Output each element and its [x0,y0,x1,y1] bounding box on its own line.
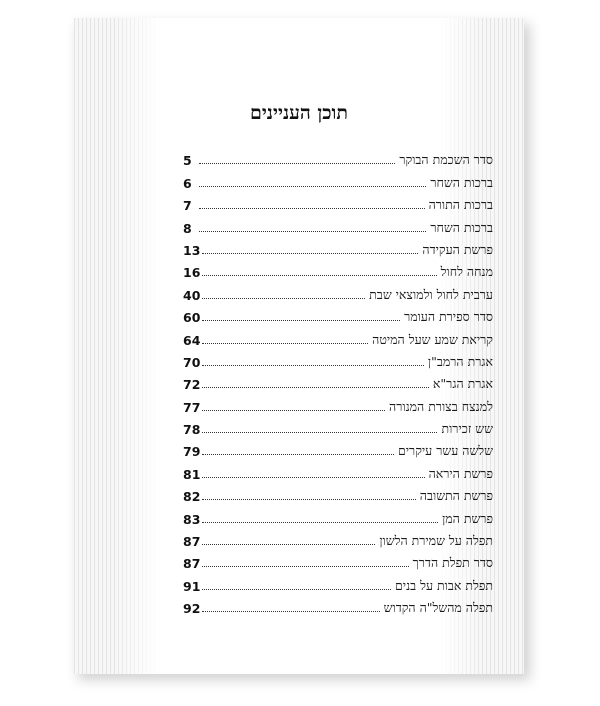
toc-entry-page-number: 40 [183,287,201,303]
book-page [74,18,524,674]
toc-entry [183,236,493,258]
toc-entry-label: ברכות התורה [428,197,493,213]
toc-entry [183,191,493,213]
toc-entry [183,213,493,235]
toc-entry-page-number: 16 [183,265,201,281]
toc-entry-page-number: 82 [183,489,201,505]
toc-entry-page-number: 83 [183,511,201,527]
toc-entry [183,280,493,302]
toc-entry-label: סדר תפלת הדרך [412,555,493,571]
toc-dot-leader [202,499,415,500]
toc-entry-page-number: 91 [183,578,201,594]
toc-title: תוכן העניינים [249,102,349,124]
toc-entry [183,348,493,370]
toc-entry-label: פרשת העקידה [422,241,493,257]
toc-entry [183,392,493,414]
toc-dot-leader [202,544,375,545]
toc-entry [183,504,493,526]
toc-dot-leader [202,432,437,433]
toc-entry-label: פרשת היראה [428,465,493,481]
toc-dot-leader [202,253,418,254]
toc-entry-page-number: 5 [183,153,192,169]
toc-entry-page-number: 6 [183,175,192,191]
toc-entry-label: אגרת הגר"א [432,376,493,392]
toc-entry [183,571,493,593]
toc-entry-page-number: 78 [183,422,201,438]
toc-entry [183,482,493,504]
toc-entry-label: פרשת המן [442,510,493,526]
page-content-area [114,18,493,674]
toc-entry-page-number: 81 [183,466,201,482]
toc-dot-leader [202,454,394,455]
toc-dot-leader [202,343,368,344]
toc-dot-leader [202,410,385,411]
toc-entry-page-number: 87 [183,534,201,550]
toc-dot-leader [202,566,408,567]
toc-entry [183,258,493,280]
toc-dot-leader [202,477,424,478]
toc-entry-label: מנחה לחול [440,264,493,280]
toc-entry [183,325,493,347]
toc-list [183,146,493,616]
toc-entry [183,594,493,616]
toc-entry [183,415,493,437]
toc-dot-leader [199,186,426,187]
toc-entry-page-number: 72 [183,377,201,393]
toc-entry-page-number: 92 [183,601,201,617]
toc-entry-label: ברכות השחר [430,219,493,235]
toc-entry-page-number: 70 [183,354,201,370]
toc-entry [183,549,493,571]
toc-entry-label: שלשה עשר עיקרים [397,443,493,459]
toc-entry-page-number: 64 [183,332,201,348]
toc-entry-label: למנצח בצורת המנורה [389,398,493,414]
toc-entry-label: ערבית לחול ולמוצאי שבת [369,286,493,302]
toc-entry [183,437,493,459]
toc-dot-leader [199,208,425,209]
toc-dot-leader [202,365,424,366]
toc-dot-leader [202,522,438,523]
toc-entry-label: סדר ספירת העומר [404,309,493,325]
toc-entry-page-number: 77 [183,399,201,415]
toc-entry-label: שש זכירות [441,421,493,437]
toc-entry [183,146,493,168]
toc-entry-page-number: 7 [183,198,192,214]
toc-entry [183,459,493,481]
toc-entry-label: אגרת הרמב"ן [427,353,493,369]
toc-entry-label: קריאת שמע שעל המיטה [372,331,493,347]
toc-entry-page-number: 60 [183,310,201,326]
toc-entry-label: ברכות השחר [430,174,493,190]
toc-dot-leader [202,275,436,276]
toc-entry-label: סדר השכמת הבוקר [399,152,493,168]
toc-dot-leader [202,298,365,299]
toc-dot-leader [202,320,400,321]
toc-entry-page-number: 79 [183,444,201,460]
toc-dot-leader [202,387,429,388]
toc-dot-leader [202,611,379,612]
toc-entry-label: תפלה מהשל"ה הקדוש [383,600,493,616]
toc-entry-label: תפלת אבות על בנים [395,577,493,593]
toc-entry-label: תפלה על שמירת הלשון [379,533,493,549]
toc-dot-leader [199,231,426,232]
toc-entry [183,527,493,549]
toc-entry-label: פרשת התשובה [419,488,493,504]
toc-dot-leader [199,163,395,164]
toc-entry [183,168,493,190]
toc-entry [183,303,493,325]
toc-dot-leader [202,589,391,590]
toc-entry-page-number: 13 [183,242,201,258]
toc-entry-page-number: 8 [183,220,192,236]
toc-entry-page-number: 87 [183,556,201,572]
toc-entry [183,370,493,392]
